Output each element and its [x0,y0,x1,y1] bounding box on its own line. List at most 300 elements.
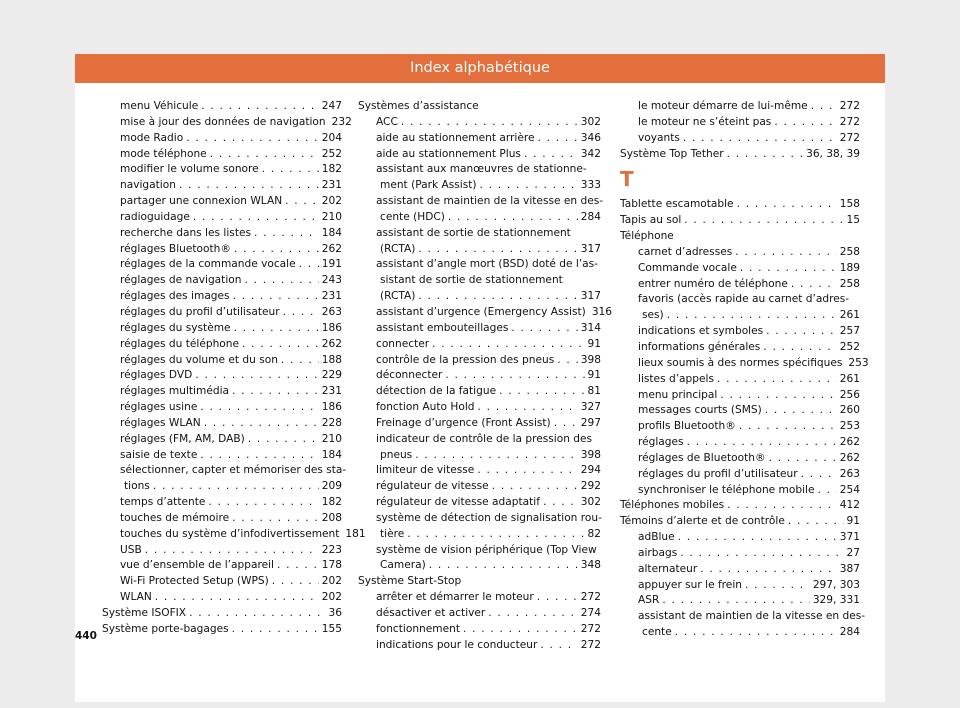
leader-dots [480,178,578,194]
index-entry [102,194,342,210]
leader-dots [232,384,319,400]
entry-page: 243 [321,274,342,287]
leader-dots [234,242,319,258]
index-entry [102,558,342,574]
entry-label: temps d’attente [120,496,206,509]
entry-page: 27 [846,546,860,559]
index-entry [102,115,352,131]
entry-label: réglages de la commande vocale [120,258,296,271]
index-entry [358,448,601,464]
index-group-startstop [358,590,601,653]
leader-dots [195,368,318,384]
entry-page: 284 [839,626,860,639]
entry-page: 262 [321,242,342,255]
page-header [75,54,885,83]
entry-label: pneus [380,448,413,461]
leader-dots [727,147,804,163]
index-entry [102,353,342,369]
index-entry [102,448,342,464]
entry-page: 412 [839,499,860,512]
leader-dots [204,416,319,432]
leader-dots [680,546,843,562]
entry-label: radioguidage [120,210,190,223]
entry-label: mise à jour des données de navigation [120,115,326,128]
entry-page: 261 [839,309,860,322]
entry-label: synchroniser le téléphone mobile [638,483,815,496]
index-entry [620,388,860,404]
leader-dots [811,99,837,115]
leader-dots [248,432,319,448]
index-entry [102,305,342,321]
leader-dots [401,115,578,131]
index-entry [102,226,342,242]
entry-label: alternateur [638,562,698,575]
leader-dots [285,194,319,210]
index-entry [620,308,860,324]
entry-page: 262 [839,451,860,464]
entry-page: 263 [839,467,860,480]
leader-dots [511,321,577,337]
index-entry [358,416,601,432]
leader-dots [700,562,837,578]
entry-label: réglages usine [120,401,198,414]
leader-dots [554,416,578,432]
entry-label: déconnecter [376,369,443,382]
entry-page: 191 [321,258,342,271]
leader-dots [737,197,837,213]
entry-page: 231 [321,290,342,303]
index-entry [358,606,601,622]
entry-label: touches de mémoire [120,511,230,524]
leader-dots [788,514,844,530]
entry-label: Wi-Fi Protected Setup (WPS) [120,575,269,588]
entry-label: détection de la fatigue [376,385,497,398]
entry-page: 210 [321,210,342,223]
leader-dots [499,384,584,400]
entry-page: 256 [839,388,860,401]
entry-page: 262 [839,436,860,449]
entry-page: 223 [321,543,342,556]
entry-label: Tapis au sol [620,214,682,227]
entry-label: mode Radio [120,131,184,144]
index-entry [620,593,860,609]
entry-label: ment (Park Assist) [380,179,477,192]
entry-label: réglages du téléphone [120,337,240,350]
entry-page: 208 [321,511,342,524]
index-entry [620,467,860,483]
entry-label: menu Véhicule [120,100,199,112]
entry-page: 254 [839,483,860,496]
entry-page: 258 [839,245,860,258]
leader-dots [201,99,319,115]
entry-label: touches du système d’infodivertissement [120,527,340,540]
entry-label: cente (HDC) [380,210,445,223]
index-entry [620,115,860,131]
entry-page: 262 [321,337,342,350]
leader-dots [801,467,837,483]
entry-label: saisie de texte [120,448,198,461]
index-entry [620,277,860,293]
entry-label: le moteur ne s’éteint pas [638,115,772,128]
entry-page: 91 [587,337,601,350]
index-entry [358,131,601,147]
index-entry [358,400,601,416]
entry-page: 91 [846,515,860,528]
entry-label: réglages Bluetooth® [120,242,231,255]
index-entry [620,435,860,451]
entry-label: entrer numéro de téléphone [638,277,788,290]
leader-dots [739,419,837,435]
leader-dots [200,400,318,416]
entry-label: assistant d’urgence (Emergency Assist) [376,305,586,318]
entry-label: arrêter et démarrer le moteur [376,591,534,604]
index-entry [620,530,860,546]
index-entry [102,384,342,400]
index-entry-top-tether [620,147,860,163]
index-entry [102,527,366,543]
index-group-startstop-cont [620,99,860,147]
entry-page: 261 [839,372,860,385]
leader-dots [684,213,843,229]
leader-dots [538,131,578,147]
index-entry [358,368,601,384]
index-column-1 [102,99,366,638]
entry-page: 182 [321,496,342,509]
leader-dots [254,226,319,242]
entry-label: appuyer sur le frein [638,578,742,591]
index-entry [620,562,860,578]
entry-page: 36 [328,607,342,619]
index-entry [102,400,342,416]
leader-dots [418,289,577,305]
entry-page: 316 [591,305,613,318]
entry-page: 398 [580,353,601,366]
entry-page: 81 [587,385,601,398]
index-entry [102,289,342,305]
leader-dots [262,162,319,178]
index-entry [358,115,601,131]
entry-label: régulateur de vitesse [376,480,489,493]
index-heading-temoins [620,514,860,530]
index-entry [358,242,601,258]
leader-dots [210,147,319,163]
entry-page: 387 [839,562,860,575]
entry-page: 348 [580,559,601,572]
leader-dots [478,400,578,416]
section-letter: T [620,167,634,192]
leader-dots [463,622,578,638]
entry-page: 181 [345,527,366,540]
index-entry [102,321,342,337]
index-entry [358,305,613,321]
index-entry [358,590,601,606]
index-entry [358,622,601,638]
entry-page: 231 [321,385,342,398]
entry-label: airbags [638,546,678,559]
entry-page: 274 [580,607,601,619]
entry-label: partager une connexion WLAN [120,195,283,208]
index-column-3 [620,99,869,641]
entry-label-line: favoris (accès rapide au carnet d’adres- [638,293,850,306]
index-entry [102,210,342,226]
leader-dots [448,210,578,226]
entry-page: 91 [587,369,601,382]
leader-dots [766,324,837,340]
entry-page: 188 [321,353,342,366]
entry-label: réglages de Bluetooth® [638,451,766,464]
leader-dots [717,372,837,388]
leader-dots [145,543,319,559]
entry-label: réglages DVD [120,369,193,382]
entry-label: aide au stationnement arrière [376,131,535,144]
entry-label: navigation [120,179,176,192]
entry-page: 314 [580,321,601,334]
leader-dots [543,495,578,511]
index-entry [358,353,601,369]
leader-dots [769,451,837,467]
index-entry [620,483,860,499]
leader-dots [763,340,836,356]
entry-page: 229 [321,369,342,382]
entry-page: 327 [580,401,601,414]
leader-dots [727,498,837,514]
entry-page: 189 [839,261,860,274]
entry-label: réglages [638,436,684,449]
page-number: 440 [75,630,97,642]
index-page [75,54,885,702]
index-entry [620,147,860,163]
index-entry [102,147,342,163]
entry-label: indications pour le conducteur [376,638,538,651]
index-entry [620,546,860,562]
entry-page: 342 [580,147,601,160]
index-entry [358,527,601,543]
leader-dots [415,448,578,464]
leader-dots [445,368,584,384]
entry-label: cente [642,626,672,639]
index-entry-telephones-mobiles [620,498,860,514]
entry-page: 284 [580,210,601,223]
index-entry [358,210,601,226]
index-entry [620,498,860,514]
entry-page: 252 [321,147,342,160]
index-entry [358,289,601,305]
index-entry [102,622,342,638]
entry-label-line: sistant de sortie de stationnement [380,274,563,287]
index-entry [102,257,342,273]
index-entry [620,131,860,147]
entry-label-line: assistant aux manœuvres de stationne- [376,163,587,176]
entry-label: ses) [642,309,664,322]
leader-dots [208,495,318,511]
entry-page: 272 [839,131,860,144]
entry-page: 184 [321,226,342,239]
leader-dots [242,337,319,353]
index-group-systemes [358,115,613,574]
entry-page: 252 [839,340,860,353]
entry-page: 182 [321,163,342,176]
entry-label: Téléphones mobiles [620,499,725,512]
entry-page: 36, 38, 39 [806,147,860,160]
entry-page: 302 [580,115,601,128]
index-entry [358,479,601,495]
index-entry [102,337,342,353]
entry-label: voyants [638,131,680,144]
entry-label: réglages (FM, AM, DAB) [120,432,245,445]
entry-page: 155 [321,622,342,635]
entry-label: fonction Auto Hold [376,401,475,414]
entry-label: réglages du volume et du son [120,353,278,366]
entry-label-line: assistant de sortie de stationnement [376,226,571,239]
leader-dots [299,257,319,273]
index-entry [358,321,601,337]
leader-dots [281,353,319,369]
entry-label: le moteur démarre de lui-même [638,100,808,112]
entry-page: 272 [839,115,860,128]
leader-dots [234,321,319,337]
entry-page: 272 [580,622,601,635]
entry-label-line: assistant de maintien de la vitesse en des- [638,610,866,623]
index-entry [620,356,869,372]
index-entry-tablette [620,197,860,213]
entry-page: 15 [846,214,860,227]
leader-dots [432,337,584,353]
entry-label: (RCTA) [380,290,416,303]
index-entry [102,178,342,194]
entry-label: vue d’ensemble de l’appareil [120,559,274,572]
leader-dots [667,308,837,324]
entry-label: listes d’appels [638,372,714,385]
entry-label-line: assistant de maintien de la vitesse en des- [376,195,604,208]
leader-dots [233,289,319,305]
leader-dots [537,590,578,606]
entry-label: Tablette escamotable [620,198,734,211]
index-entry [620,340,860,356]
entry-label: modifier le volume sonore [120,163,259,176]
index-entry [620,514,860,530]
leader-dots [429,558,578,574]
index-entry [620,419,860,435]
leader-dots [488,606,577,622]
leader-dots [791,277,837,293]
index-entry [620,197,860,213]
entry-page: 297, 303 [812,578,860,591]
entry-label: connecter [376,337,430,350]
entry-label-line: sélectionner, capter et mémoriser des sta- [120,464,347,477]
entry-page: 253 [848,356,869,369]
entry-label: adBlue [638,531,675,544]
index-group-telephone [620,245,869,499]
leader-dots [189,606,325,622]
index-entry [358,337,601,353]
leader-dots [200,448,318,464]
entry-label: Système Top Tether [620,147,724,160]
index-entry [102,574,342,590]
entry-label: assistant embouteillages [376,321,509,334]
entry-page: 272 [580,591,601,604]
index-entry [620,625,860,641]
leader-dots [540,638,577,654]
entry-label: carnet d’adresses [638,245,733,258]
entry-page: 209 [321,480,342,493]
index-entry [102,511,342,527]
leader-dots [557,353,578,369]
entry-page: 317 [580,242,601,255]
entry-page: 186 [321,321,342,334]
entry-label: Système porte-bagages [102,622,229,635]
entry-label: fonctionnement [376,622,460,635]
index-entry [358,638,601,654]
entry-label: réglages des images [120,290,230,303]
entry-label: recherche dans les listes [120,226,252,239]
leader-dots [662,593,809,609]
entry-page: 302 [580,496,601,509]
index-entry [620,451,860,467]
entry-label: USB [120,543,142,556]
entry-page: 232 [331,115,352,128]
entry-page: 398 [580,448,601,461]
entry-label: lieux soumis à des normes spécifiques [638,356,843,369]
leader-dots [774,115,836,131]
entry-label: désactiver et activer [376,607,486,619]
entry-label-line: indicateur de contrôle de la pression des [376,432,593,445]
index-entry [358,495,601,511]
entry-page: 228 [321,416,342,429]
index-entry [620,245,860,261]
entry-page: 257 [839,325,860,338]
index-entry [620,99,860,115]
leader-dots [272,574,319,590]
entry-label: ASR [638,594,660,607]
leader-dots [678,530,837,546]
index-entry [102,590,342,606]
entry-page: 202 [321,195,342,208]
index-entry [620,578,860,594]
leader-dots [153,479,319,495]
leader-dots [683,131,837,147]
index-entry [358,463,601,479]
leader-dots [232,622,319,638]
leader-dots [193,210,319,226]
entry-page: 371 [839,531,860,544]
index-entry [620,324,860,340]
index-entry [102,495,342,511]
entry-page: 272 [580,638,601,651]
entry-page: 317 [580,290,601,303]
index-entry [358,384,601,400]
index-entry [102,131,342,147]
leader-dots [418,242,577,258]
leader-dots [687,435,837,451]
entry-label: tions [124,480,150,493]
entry-page: 329, 331 [812,594,860,607]
leader-dots [765,403,837,419]
entry-page: 184 [321,448,342,461]
entry-label: réglages WLAN [120,416,201,429]
index-entry [102,242,342,258]
entry-page: 292 [580,480,601,493]
index-entry [102,416,342,432]
entry-page: 294 [580,464,601,477]
entry-label-line: système de vision périphérique (Top View [376,543,597,556]
entry-label: réglages du profil d’utilisateur [638,467,798,480]
entry-page: 204 [321,131,342,144]
entry-label: Système ISOFIX [102,607,187,619]
entry-label: aide au stationnement Plus [376,147,521,160]
index-entry [358,147,601,163]
entry-label-line: assistant d’angle mort (BSD) doté de l’as- [376,258,598,271]
index-entry [620,372,860,388]
